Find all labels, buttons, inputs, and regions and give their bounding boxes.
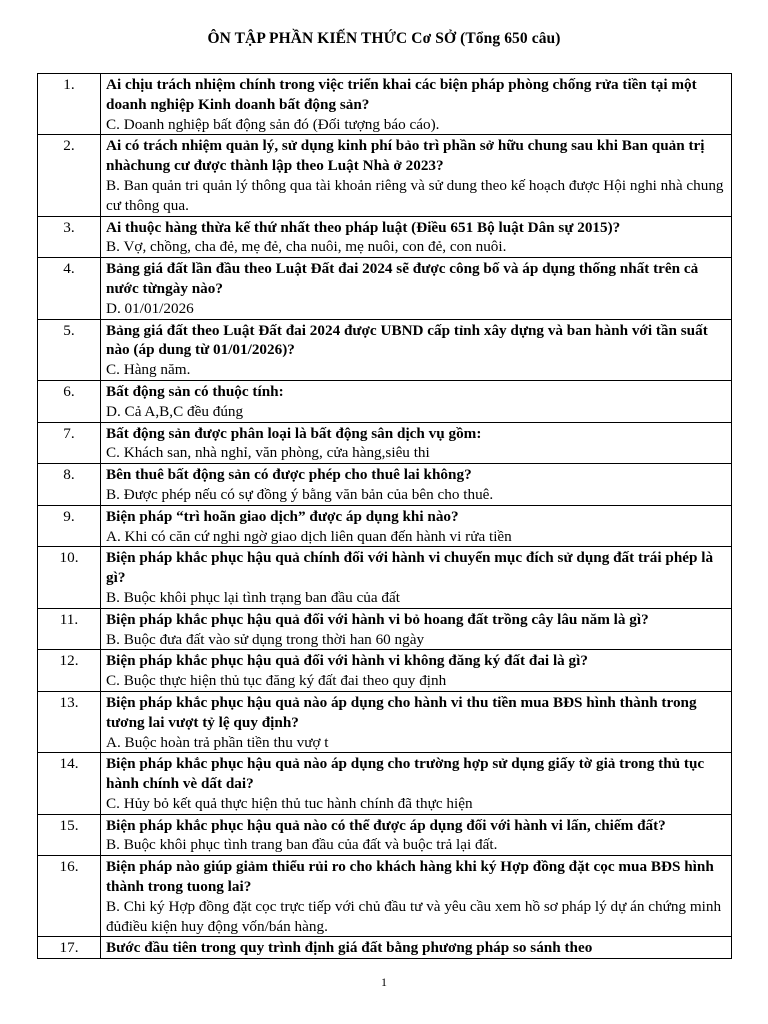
table-row [38, 937, 732, 959]
answer-text: B. Buộc đưa đất vào sử dụng trong thời han 60 ngày [106, 630, 425, 648]
table-row [38, 547, 732, 608]
question-number: 6. [38, 380, 101, 422]
question-text: Biện pháp khắc phục hậu quả nào áp dụng cho hành vi thu tiền mua BĐS hình thành trong tương lai vượt tỷ lệ quy định? [106, 693, 697, 731]
table-row [38, 814, 732, 856]
page-title: ÔN TẬP PHẦN KIẾN THỨC Cơ SỞ (Tổng 650 câu) [207, 30, 561, 47]
answer-text: B. Vợ, chồng, cha đẻ, mẹ đẻ, cha nuôi, mẹ nuôi, con đẻ, con nuôi. [106, 238, 507, 256]
question-text: Ai thuộc hàng thừa kế thứ nhất theo pháp luật (Điều 651 Bộ luật Dân sự 2015)? [106, 218, 621, 236]
table-row [38, 464, 732, 506]
answer-text: B. Ban quản tri quản lý thông qua tài khoản riêng và sử dung theo kế hoạch được Hội nghi nhà chung cư thông qua. [106, 176, 724, 214]
table-row [38, 135, 732, 216]
question-number: 10. [38, 547, 101, 608]
question-cell [101, 74, 732, 135]
question-number: 5. [38, 319, 101, 380]
question-number: 13. [38, 691, 101, 752]
table-row [38, 74, 732, 135]
question-cell [101, 135, 732, 216]
question-number: 12. [38, 650, 101, 692]
table-row [38, 319, 732, 380]
answer-text: B. Buộc khôi phục lại tình trạng ban đầu của đất [106, 588, 400, 606]
table-row [38, 608, 732, 650]
question-text: Bảng giá đất lần đầu theo Luật Đất đai 2024 sẽ được công bố và áp dụng thống nhất trên cả nước từngày nào? [106, 260, 699, 297]
question-cell [101, 650, 732, 692]
answer-text: B. Được phép nếu có sự đồng ý bằng văn bản của bên cho thuê. [106, 485, 494, 503]
question-text: Bước đầu tiên trong quy trình định giá đất bằng phương pháp so sánh theo [106, 939, 593, 957]
qa-table [37, 73, 732, 959]
question-cell [101, 547, 732, 608]
question-cell [101, 608, 732, 650]
question-cell [101, 856, 732, 937]
table-row [38, 856, 732, 937]
question-cell [101, 216, 732, 258]
answer-text: A. Khi có căn cứ nghi ngờ giao dịch liên quan đến hành vi rửa tiền [106, 527, 512, 545]
table-row [38, 422, 732, 464]
question-number: 16. [38, 856, 101, 937]
table-row [38, 650, 732, 692]
question-cell [101, 691, 732, 752]
question-number: 8. [38, 464, 101, 506]
question-text: Biện pháp khắc phục hậu quả chính đối với hành vi chuyển mục đích sử dụng đất trái phép là gì? [106, 549, 714, 587]
answer-text: C. Doanh nghiệp bất động sản đó (Đối tượng báo cáo). [106, 115, 440, 133]
question-number: 7. [38, 422, 101, 464]
question-text: Bảng giá đất theo Luật Đất đai 2024 được UBND cấp tỉnh xây dựng và ban hành với tần suất nào (áp dung từ 01/01/2026)? [106, 321, 708, 359]
question-cell [101, 464, 732, 506]
question-text: Bên thuê bất động sản có được phép cho thuê lai không? [106, 466, 472, 484]
table-row [38, 258, 732, 319]
question-cell [101, 505, 732, 547]
question-cell [101, 753, 732, 814]
answer-text: B. Buộc khôi phục tình trang ban đầu của đất và buộc trả lại đất. [106, 836, 498, 854]
question-number: 14. [38, 753, 101, 814]
answer-text: A. Buộc hoàn trả phần tiền thu vượ t [106, 733, 329, 751]
question-text: Biện pháp khắc phục hậu quả đối với hành vi bỏ hoang đất trồng cây lâu năm là gì? [106, 610, 649, 628]
question-number: 17. [38, 937, 101, 959]
table-row [38, 691, 732, 752]
table-row [38, 380, 732, 422]
question-number: 9. [38, 505, 101, 547]
question-cell [101, 319, 732, 380]
answer-text: D. 01/01/2026 [106, 299, 194, 317]
table-row [38, 505, 732, 547]
question-number: 3. [38, 216, 101, 258]
answer-text: B. Chi ký Hợp đồng đặt cọc trực tiếp với chủ đầu tư và yêu cầu xem hồ sơ pháp lý dự án chứng minh đủđiều kiện huy động vốn/bán hàng. [106, 897, 722, 935]
question-number: 2. [38, 135, 101, 216]
question-text: Biện pháp khắc phục hậu quả nào áp dụng cho trường hợp sử dụng giấy tờ giả trong thủ tục hành chính vè dất dai? [106, 755, 705, 793]
question-cell [101, 380, 732, 422]
question-cell [101, 422, 732, 464]
question-text: Bất động sản có thuộc tính: [106, 382, 284, 400]
page-number: 1 [381, 975, 387, 989]
question-text: Biện pháp khắc phục hậu quả đối với hành vi không đăng ký đất đai là gì? [106, 652, 588, 670]
question-text: Bất động sản được phân loại là bất động sân dịch vụ gồm: [106, 424, 482, 442]
question-number: 1. [38, 74, 101, 135]
question-text: Biện pháp “trì hoãn giao dịch” được áp dụng khi nào? [106, 507, 459, 525]
answer-text: D. Cả A,B,C đều đúng [106, 402, 244, 420]
table-row [38, 216, 732, 258]
answer-text: C. Khách san, nhà nghỉ, văn phòng, cửa hàng,siêu thi [106, 444, 430, 462]
table-row [38, 753, 732, 814]
question-number: 4. [38, 258, 101, 319]
question-number: 15. [38, 814, 101, 856]
question-cell [101, 258, 732, 319]
question-text: Ai có trách nhiệm quản lý, sử dụng kinh phí bảo trì phần sở hữu chung sau khi Ban quản trị nhàchung cư được thành lập theo Luật Nhà ở 2023? [106, 137, 705, 175]
question-text: Ai chịu trách nhiệm chính trong việc triển khai các biện pháp phòng chống rửa tiền tại một doanh nghiệp Kinh doanh bất động sản? [106, 76, 697, 113]
answer-text: C. Hủy bỏ kết quả thực hiện thủ tuc hành chính đã thực hiện [106, 794, 473, 812]
question-text: Biện pháp nào giúp giảm thiểu rủi ro cho khách hàng khi ký Hợp đồng đặt cọc mua BĐS hình thành trong tuong lai? [106, 858, 714, 896]
answer-text: C. Hàng năm. [106, 361, 191, 379]
answer-text: C. Buộc thực hiện thủ tục đăng ký đất đai theo quy định [106, 672, 447, 690]
question-cell [101, 814, 732, 856]
question-number: 11. [38, 608, 101, 650]
question-cell [101, 937, 732, 959]
question-text: Biện pháp khắc phục hậu quả nào có thể được áp dụng đối với hành vi lấn, chiếm đất? [106, 816, 666, 834]
